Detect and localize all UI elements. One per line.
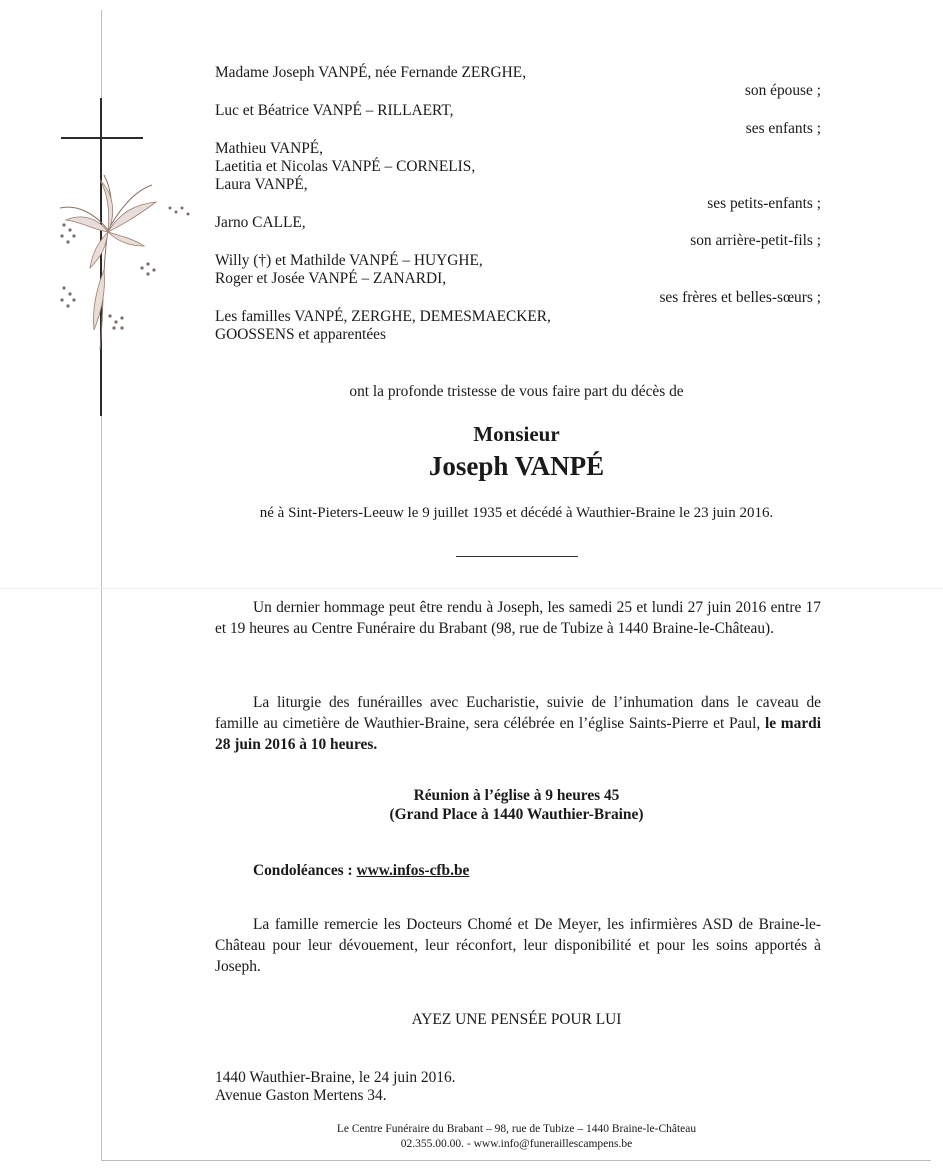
announcement-intro: ont la profonde tristesse de vous faire part du décès de [349,383,684,400]
siblings-role: ses frères et belles-sœurs ; [659,289,821,306]
families-line: Les familles VANPÉ, ZERGHE, DEMESMAECKER, [215,308,551,325]
condolences-label: Condoléances : [253,862,357,879]
lily-flower-icon [52,150,202,360]
great-grandchildren-role: son arrière-petit-fils ; [690,232,821,249]
families-line: GOOSSENS et apparentées [215,326,386,343]
visitation-paragraph [215,597,821,639]
grandchild-line: Laura VANPÉ, [215,176,308,193]
address-line-1: 1440 Wauthier-Braine, le 24 juin 2016. [215,1069,456,1086]
honorific: Monsieur [473,422,560,446]
liturgy-date: le mardi 28 juin 2016 à 10 heures. [215,715,821,753]
grandchild-line: Laetitia et Nicolas VANPÉ – CORNELIS, [215,158,476,175]
birth-death-dates: né à Sint-Pieters-Leeuw le 9 juillet 1935 et décédé à Wauthier-Braine le 23 juin 2016. [259,505,774,521]
thanks-paragraph [215,914,821,977]
address-line-2: Avenue Gaston Mertens 34. [215,1087,387,1104]
children-line: Luc et Béatrice VANPÉ – RILLAERT, [215,102,454,119]
sibling-line: Roger et Josée VANPÉ – ZANARDI, [215,270,447,287]
children-role: ses enfants ; [745,120,821,137]
cross-icon-horizontal [61,137,143,139]
condolences [253,862,469,879]
grandchild-line: Mathieu VANPÉ, [215,140,324,157]
grandchildren-role: ses petits-enfants ; [707,195,821,212]
widow-name: Madame Joseph VANPÉ, née Fernande ZERGHE, [215,64,527,81]
deceased-name: Joseph VANPÉ [428,451,605,481]
meeting-time: Réunion à l’église à 9 heures 45 [413,787,620,804]
liturgy-text: La liturgie des funérailles avec Eucharistie, suivie de l’inhumation dans le caveau de famille au cimetière de Wauthier-Braine, sera célébrée en l’église Saints-Pierre et Paul, [215,694,821,732]
thanks-text: La famille remercie les Docteurs Chomé et De Meyer, les infirmières ASD de Braine-le-Château pour leur dévouement, leur réconfort, leur disponibilité et pour les soins apportés à Joseph. [215,916,821,975]
widow-role: son épouse ; [744,82,821,99]
page-frame-bottom [101,1160,931,1161]
fold-line [0,588,943,589]
meeting-place: (Grand Place à 1440 Wauthier-Braine) [389,806,644,823]
footer-line-1: Le Centre Funéraire du Brabant – 98, rue de Tubize – 1440 Braine-le-Château [336,1123,697,1135]
liturgy-paragraph [215,692,821,755]
sibling-line: Willy (†) et Mathilde VANPÉ – HUYGHE, [215,252,483,269]
divider [456,556,578,557]
footer-line-2: 02.355.00.00. - www.info@funeraillescampens.be [400,1138,633,1150]
closing-line: AYEZ UNE PENSÉE POUR LUI [411,1011,622,1028]
condolences-link[interactable]: www.infos-cfb.be [356,862,470,879]
visitation-text: Un dernier hommage peut être rendu à Joseph, les samedi 25 et lundi 27 juin 2016 entre 17 et 19 heures au Centre Funéraire du Brabant (98, rue de Tubize à 1440 Braine-le-Château). [215,599,821,637]
great-grandchild-line: Jarno CALLE, [215,214,306,231]
